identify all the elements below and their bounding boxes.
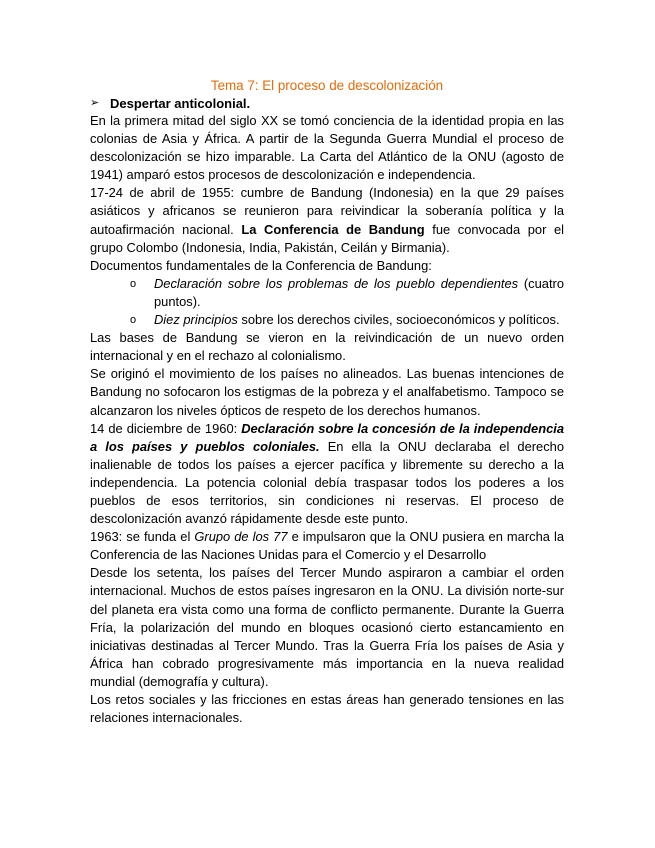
section-heading-text: Despertar anticolonial. [110,96,251,111]
group-77: Grupo de los 77 [194,529,288,545]
paragraph-challenges: Los retos sociales y las fricciones en estas áreas han generado tensiones en las relaciones internacionales. [90,692,564,726]
list-item: o Declaración sobre los problemas de los pueblo dependientes (cuatro puntos). [130,275,564,309]
paragraph-non-aligned: Se originó el movimiento de los países no alineados. Las buenas intenciones de Bandung no sofocaron los estigmas de la pobreza y el analfabetismo. Tampoco se alcanzaron los niveles ópticos de respeto de los derechos humanos. [90,366,564,418]
paragraph-1963: 1963: se funda el Grupo de los 77 e impulsaron que la ONU pusiera en marcha la Conferencia de las Naciones Unidas para el Comercio y el Desarrollo [90,529,564,563]
arrow-bullet-icon: ➢ [90,97,100,109]
paragraph-1960: 14 de diciembre de 1960: Declaración sobre la concesión de la independencia a los países y pueblos coloniales. En ella la ONU declaraba el derecho inalienable de todos los países a ejercer pacífica y libremente su derecho a la independencia. La potencia colonial debía traspasar todos los poderes a los pueblos de esos territorios, sin condiciones ni reservas. El proceso de descolonización avanzó rápidamente desde este punto. [90,420,564,527]
paragraph-seventies: Desde los setenta, los países del Tercer Mundo aspiraron a cambiar el orden internacional. Muchos de estos países ingresaron en la ONU. La división norte-sur del planeta era vista como una forma de conflicto permanente. Durante la Guerra Fría, la polarización del mundo en bloques ocasionó cierto estancamiento en iniciativas destinadas al Tercer Mundo. Tras la Guerra Fría los países de Asia y África han cobrado progresivamente más importancia en la nueva realidad mundial (demografía y cultura). [90,565,564,689]
paragraph-intro: En la primera mitad del siglo XX se tomó conciencia de la identidad propia en las colonias de Asia y África. A partir de la Segunda Guerra Mundial el proceso de descolonización se hizo imparable. La Carta del Atlántico de la ONU (agosto de 1941) amparó estos procesos de descolonización e independencia. [90,113,564,183]
section-heading [90,95,564,112]
page-title: Tema 7: El proceso de descolonización [210,78,444,93]
list-item: o Diez principios sobre los derechos civiles, socioeconómicos y políticos. [90,311,564,329]
document-page [90,77,564,727]
paragraph-bandung: 17-24 de abril de 1955: cumbre de Bandung (Indonesia) en la que 29 países asiáticos y africanos se reunieron para reivindicar la soberanía política y la autoafirmación nacional. La Conferencia de Bandung fue convocada por el grupo Colombo (Indonesia, India, Pakistán, Ceilán y Birmania). [90,185,564,255]
paragraph-bases: Las bases de Bandung se vieron en la reivindicación de un nuevo orden internacional y en el rechazo al colonialismo. [90,330,564,364]
circle-bullet-icon: o [130,277,137,290]
documents-list [90,275,564,329]
declaration-title: Declaración sobre la concesión de la independencia a los países y pueblos coloniales. [90,420,564,454]
circle-bullet-icon: o [130,314,137,327]
bandung-conference-bold: La Conferencia de Bandung [241,221,425,237]
paragraph-documents: Documentos fundamentales de la Conferencia de Bandung: [90,257,432,273]
